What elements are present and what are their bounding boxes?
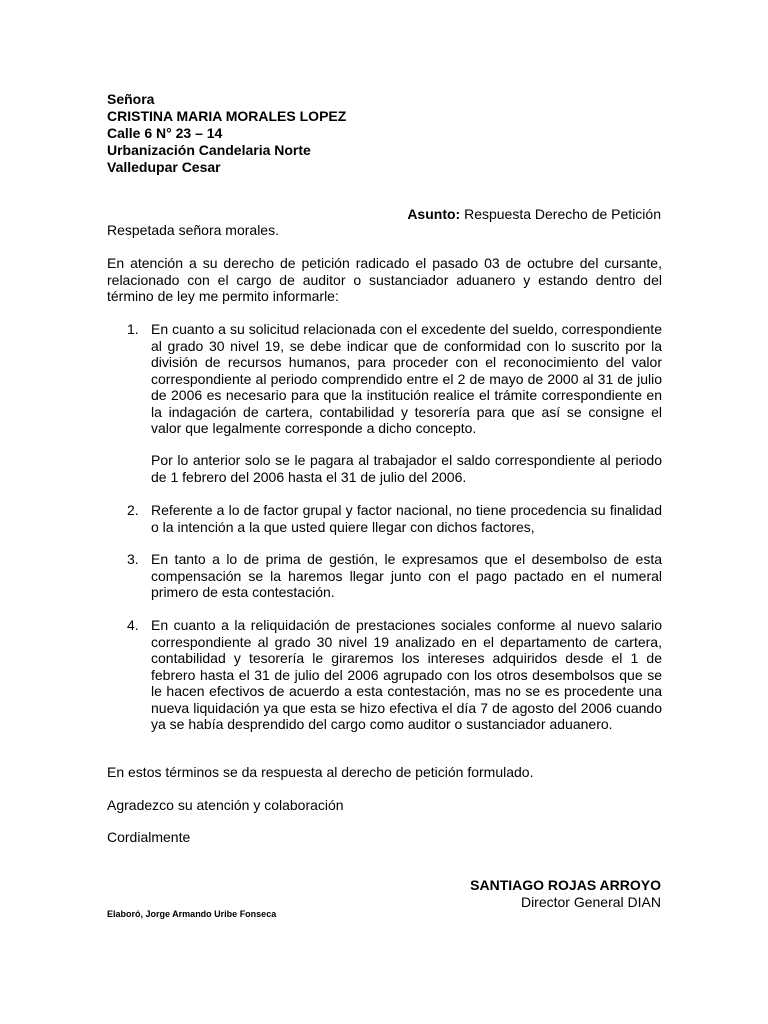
list-item-number: 2. (127, 502, 139, 518)
intro-paragraph: En atención a su derecho de petición radicado el pasado 03 de octubre del cursante, relacionado con el cargo de auditor o sustanciador aduanero y estando dentro del término de ley me permito informarle: (107, 255, 662, 304)
recipient-neighborhood: Urbanización Candelaria Norte (107, 142, 311, 158)
recipient-street: Calle 6 N° 23 – 14 (107, 125, 223, 141)
closing-thanks: Agradezco su atención y colaboración (107, 797, 344, 813)
closing-regards: Cordialmente (107, 829, 191, 845)
list-item-followup: Por lo anterior solo se le pagara al trabajador el saldo correspondiente al periodo de 1 febrero del 2006 hasta el 31 de julio del 2006. (151, 452, 662, 485)
recipient-salutation: Señora (107, 91, 155, 107)
prepared-by-note: Elaboró, Jorge Armando Uribe Fonseca (107, 909, 277, 919)
list-item-text: En cuanto a la reliquidación de prestaciones sociales conforme al nuevo salario correspondiente al grado 30 nivel 19 analizado en el departamento de cartera, contabilidad y tesorería le giraremos los intereses adquiridos desde el 1 de febrero hasta el 31 de julio del 2006 agrupado con los otros desembolsos que se le hacen efectivos de acuerdo a esta contestación, mas no se es procedente una nueva liquidación ya que esta se hizo efectiva el día 7 de agosto del 2006 cuando ya se había desprendido del cargo como auditor o sustanciador aduanero. (151, 617, 662, 732)
subject-text: Respuesta Derecho de Petición (460, 206, 661, 222)
list-item-text: Referente a lo de factor grupal y factor nacional, no tiene procedencia su finalidad o la intención a la que usted quiere llegar con dichos factores, (151, 502, 662, 535)
list-item-number: 3. (127, 551, 139, 567)
list-item-number: 4. (127, 617, 139, 633)
list-item-number: 1. (127, 321, 139, 337)
recipient-city: Valledupar Cesar (107, 159, 221, 175)
subject-label: Asunto: (407, 206, 461, 222)
recipient-name: CRISTINA MARIA MORALES LOPEZ (107, 108, 347, 124)
closing-statement: En estos términos se da respuesta al derecho de petición formulado. (107, 764, 534, 780)
list-item-text: En tanto a lo de prima de gestión, le expresamos que el desembolso de esta compensación se la haremos llegar junto con el pago pactado en el numeral primero de esta contestación. (151, 551, 662, 600)
list-item-text: En cuanto a su solicitud relacionada con el excedente del sueldo, correspondiente al grado 30 nivel 19, se debe indicar que de conformidad con lo suscrito por la división de recursos humanos, para proceder con el reconocimiento del valor correspondiente al periodo comprendido entre el 2 de mayo de 2000 al 31 de julio de 2006 es necesario para que la institución realice el trámite correspondiente en la indagación de cartera, contabilidad y tesorería para que así se consigne el valor que legalmente corresponde a dicho concepto. (151, 321, 662, 436)
signature-block (470, 877, 661, 910)
signer-name: SANTIAGO ROJAS ARROYO (470, 877, 661, 893)
subject-line (407, 206, 661, 223)
recipient-address (107, 91, 346, 176)
signer-title: Director General DIAN (520, 893, 661, 910)
greeting: Respetada señora morales. (107, 222, 279, 238)
